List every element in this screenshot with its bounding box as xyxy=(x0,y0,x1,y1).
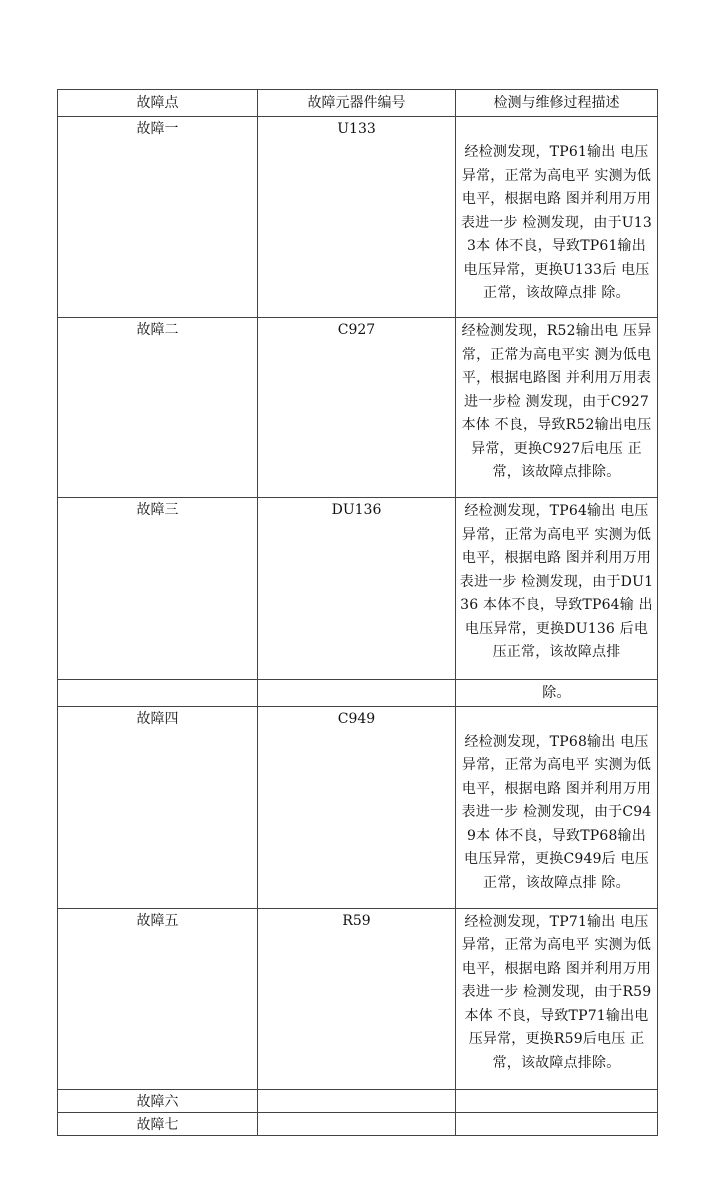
table-header-row xyxy=(58,90,658,117)
table-row xyxy=(58,908,658,1089)
description-cell: 经检测发现，R52输出电 压异常，正常为高电平实 测为低电平，根据电路图 并利用万用表进一步检 测发现，由于C927本体 不良，导致R52输出电压 异常，更换C927后电压 正常，该故障点排除。 xyxy=(456,318,658,498)
part-number-cell: C927 xyxy=(258,318,456,498)
description-cell xyxy=(456,1112,658,1135)
table-row xyxy=(58,1089,658,1112)
header-description: 检测与维修过程描述 xyxy=(456,90,658,117)
description-cell: 经检测发现，TP61输出 电压异常，正常为高电平 实测为低电平，根据电路 图并利用万用表进一步 检测发现，由于U133本 体不良，导致TP61输出 电压异常，更换U133后 电压正常，该故障点排 除。 xyxy=(456,117,658,318)
part-number-cell xyxy=(258,1112,456,1135)
fault-point-cell: 故障二 xyxy=(58,318,258,498)
fault-table xyxy=(57,89,658,1136)
table-row xyxy=(58,1112,658,1135)
fault-point-cell: 故障四 xyxy=(58,706,258,908)
part-number-cell xyxy=(258,1089,456,1112)
table-row xyxy=(58,706,658,908)
part-number-cell: C949 xyxy=(258,706,456,908)
header-part-number: 故障元器件编号 xyxy=(258,90,456,117)
description-cell: 经检测发现，TP71输出 电压异常，正常为高电平 实测为低电平，根据电路 图并利用万用表进一步 检测发现，由于R59本体 不良，导致TP71输出电 压异常，更换R59后电压 正常，该故障点排除。 xyxy=(456,908,658,1089)
description-cell xyxy=(456,1089,658,1112)
table-row xyxy=(58,117,658,318)
table-row xyxy=(58,680,658,707)
part-number-cell: R59 xyxy=(258,908,456,1089)
fault-point-cell: 故障七 xyxy=(58,1112,258,1135)
description-continuation-cell: 除。 xyxy=(456,680,658,707)
part-number-cell: DU136 xyxy=(258,498,456,680)
fault-point-cell: 故障五 xyxy=(58,908,258,1089)
empty-cell xyxy=(58,680,258,707)
table-row xyxy=(58,498,658,680)
fault-point-cell: 故障一 xyxy=(58,117,258,318)
description-cell: 经检测发现，TP68输出 电压异常，正常为高电平 实测为低电平，根据电路 图并利用万用表进一步 检测发现，由于C949本 体不良，导致TP68输出 电压异常，更换C949后 电压正常，该故障点排 除。 xyxy=(456,706,658,908)
table-row xyxy=(58,318,658,498)
header-fault-point: 故障点 xyxy=(58,90,258,117)
part-number-cell: U133 xyxy=(258,117,456,318)
fault-point-cell: 故障三 xyxy=(58,498,258,680)
empty-cell xyxy=(258,680,456,707)
description-cell: 经检测发现，TP64输出 电压异常，正常为高电平 实测为低电平，根据电路 图并利用万用表进一步 检测发现，由于DU136 本体不良，导致TP64输 出电压异常，更换DU136 后电压正常，该故障点排 xyxy=(456,498,658,680)
fault-point-cell: 故障六 xyxy=(58,1089,258,1112)
